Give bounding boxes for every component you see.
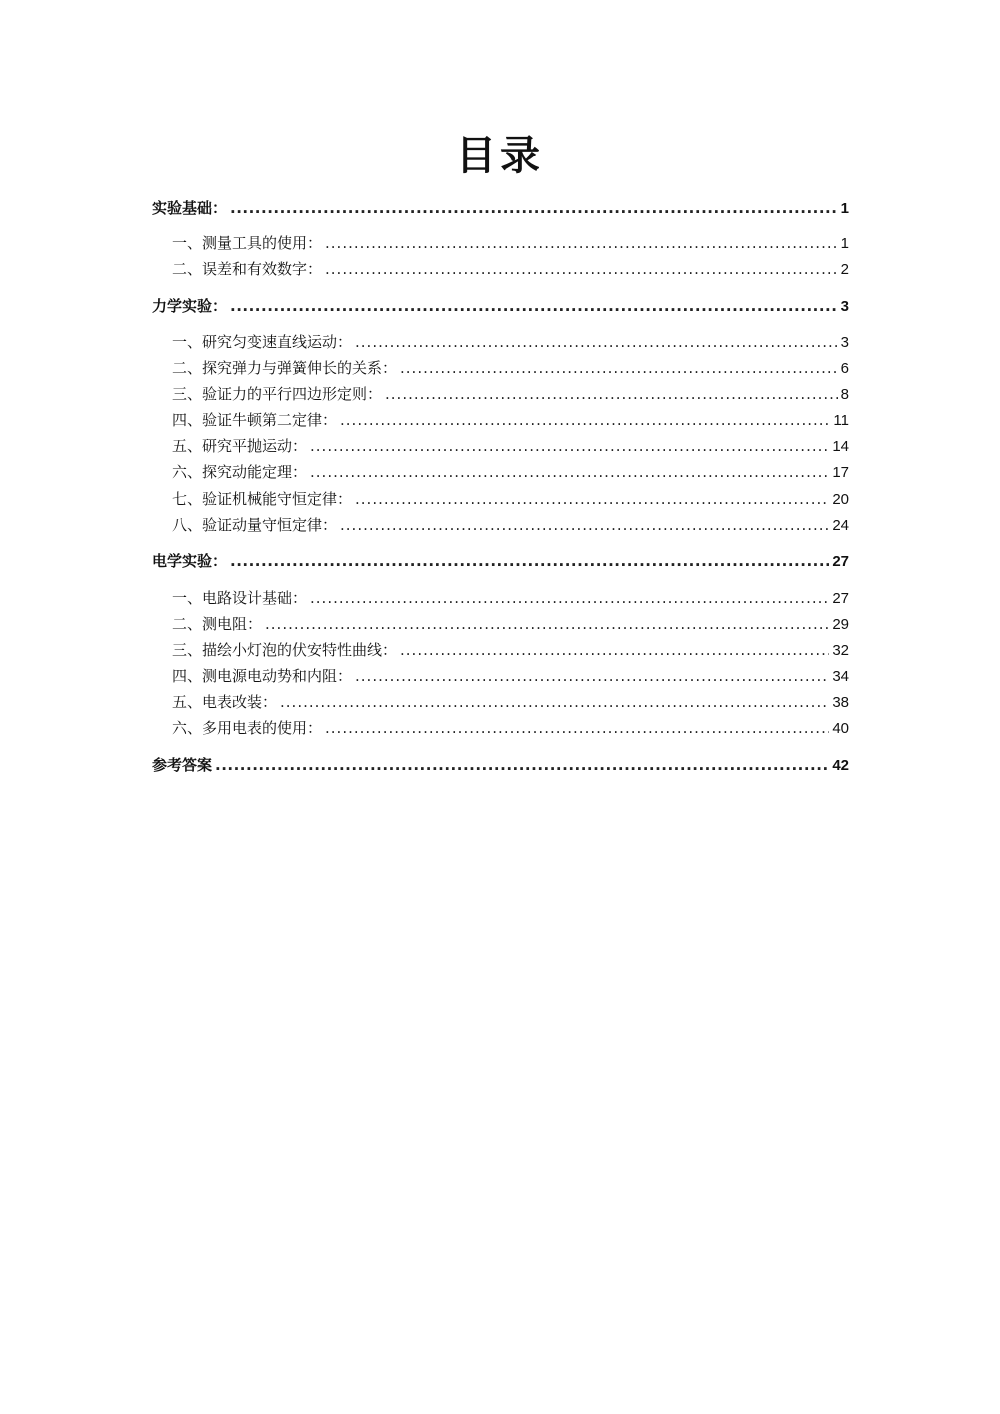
toc-dot-leader: [355, 331, 838, 353]
toc-dot-leader: [355, 488, 829, 510]
toc-entry[interactable]: [152, 665, 849, 687]
toc-entry-label: 七、验证机械能守恒定律：: [172, 490, 353, 508]
toc-entry[interactable]: [152, 550, 849, 572]
toc-dot-leader: [265, 613, 829, 635]
toc-dot-leader: [340, 514, 829, 536]
toc-page-number: 17: [832, 464, 849, 481]
toc-entry[interactable]: [152, 691, 849, 713]
toc-entry[interactable]: [152, 435, 849, 457]
toc-entry-label: 六、多用电表的使用：: [172, 719, 323, 737]
toc-entry[interactable]: [152, 357, 849, 379]
toc-entry-label: 一、研究匀变速直线运动：: [172, 333, 353, 351]
toc-entry-label: 五、电表改装：: [172, 693, 278, 711]
toc-page-number: 11: [833, 412, 849, 429]
toc-entry[interactable]: [152, 258, 849, 280]
toc-dot-leader: [325, 232, 838, 254]
toc-entry-label: 实验基础：: [152, 199, 228, 217]
toc-dot-leader: [400, 639, 829, 661]
toc-entry[interactable]: [152, 717, 849, 739]
toc-entry-label: 一、电路设计基础：: [172, 589, 308, 607]
toc-entry[interactable]: [152, 514, 849, 536]
toc-dot-leader: [230, 295, 838, 317]
toc-page-number: 1: [840, 235, 849, 252]
toc-dot-leader: [385, 383, 838, 405]
toc-entry[interactable]: [152, 331, 849, 353]
toc-entry-label: 四、验证牛顿第二定律：: [172, 411, 338, 429]
toc-dot-leader: [310, 461, 829, 483]
table-of-contents: [152, 0, 849, 1414]
page-title: 目录: [456, 133, 544, 179]
toc-entry[interactable]: [152, 461, 849, 483]
toc-dot-leader: [215, 754, 829, 776]
toc-entry-label: 二、误差和有效数字：: [172, 260, 323, 278]
toc-entry[interactable]: [152, 587, 849, 609]
toc-entry[interactable]: [152, 754, 849, 776]
toc-entry-label: 八、验证动量守恒定律：: [172, 516, 338, 534]
toc-entry-label: 电学实验：: [152, 552, 228, 570]
toc-page-number: 6: [840, 360, 849, 377]
toc-page-number: 32: [832, 642, 849, 659]
toc-entry-label: 一、测量工具的使用：: [172, 234, 323, 252]
toc-page-number: 1: [840, 200, 849, 217]
toc-entry[interactable]: [152, 613, 849, 635]
toc-entry-label: 六、探究动能定理：: [172, 463, 308, 481]
toc-entry[interactable]: [152, 197, 849, 219]
toc-page-number: 29: [832, 616, 849, 633]
toc-entry-label: 三、描绘小灯泡的伏安特性曲线：: [172, 641, 398, 659]
toc-entry[interactable]: [152, 383, 849, 405]
toc-dot-leader: [400, 357, 838, 379]
toc-page-number: 24: [832, 517, 849, 534]
toc-entry-label: 二、测电阻：: [172, 615, 263, 633]
toc-entry-label: 四、测电源电动势和内阻：: [172, 667, 353, 685]
toc-page-number: 8: [840, 386, 849, 403]
toc-dot-leader: [280, 691, 829, 713]
toc-dot-leader: [340, 409, 830, 431]
toc-page-number: 3: [840, 334, 849, 351]
toc-dot-leader: [230, 197, 838, 219]
toc-entry-label: 三、验证力的平行四边形定则：: [172, 385, 383, 403]
toc-entry[interactable]: [152, 488, 849, 510]
toc-page-number: 14: [832, 438, 849, 455]
toc-entry[interactable]: [152, 232, 849, 254]
toc-dot-leader: [355, 665, 829, 687]
toc-dot-leader: [310, 587, 829, 609]
toc-page-number: 27: [832, 590, 849, 607]
toc-entry-label: 二、探究弹力与弹簧伸长的关系：: [172, 359, 398, 377]
toc-dot-leader: [230, 550, 829, 572]
toc-page-number: 34: [832, 668, 849, 685]
toc-page-number: 40: [832, 720, 849, 737]
toc-page-number: 2: [840, 261, 849, 278]
toc-entry-label: 五、研究平抛运动：: [172, 437, 308, 455]
toc-entry[interactable]: [152, 295, 849, 317]
toc-page-number: 20: [832, 491, 849, 508]
toc-entry[interactable]: [152, 409, 849, 431]
toc-dot-leader: [310, 435, 829, 457]
toc-entry-label: 参考答案: [152, 756, 213, 774]
toc-page-number: 42: [832, 757, 849, 774]
toc-dot-leader: [325, 717, 829, 739]
toc-page-number: 3: [840, 298, 849, 315]
toc-entry[interactable]: [152, 639, 849, 661]
toc-entry-label: 力学实验：: [152, 297, 228, 315]
toc-dot-leader: [325, 258, 838, 280]
toc-page-number: 38: [832, 694, 849, 711]
toc-page-number: 27: [832, 553, 849, 570]
